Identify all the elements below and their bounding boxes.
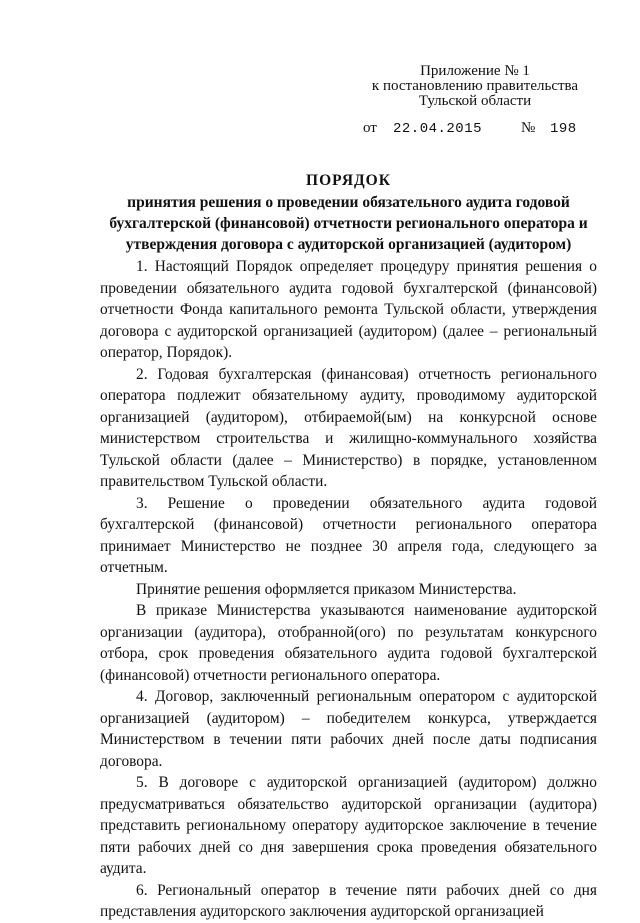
paragraph: 4. Договор, заключенный региональным оператором с аудиторской организацией (аудитором) – победителем конкурса, утверждается Министерством в течении пяти рабочих дней после даты подписания договора. <box>100 688 597 770</box>
paragraph: 5. В договоре с аудиторской организацией (аудитором) должно предусматриваться обязательство аудиторской организации (аудитора) представить региональному оператору аудиторское заключение в течение пяти рабочих дней со дня завершения срока проведения обязательного аудита. <box>100 774 597 877</box>
paragraph: 6. Региональный оператор в течение пяти рабочих дней со дня представления аудиторского заключения аудиторской организацией <box>100 881 597 920</box>
annex-header <box>360 64 590 109</box>
paragraph: 2. Годовая бухгалтерская (финансовая) отчетность регионального оператора подлежит обязательному аудиту, проводимому аудиторской организацией (аудитором), отбираемой(ым) на конкурсной основе министерством строительства и жилищно-коммунального хозяйства Тульской области (далее – Министерство) в порядке, установленном правительством Тульской области. <box>100 365 597 490</box>
document-body <box>100 256 597 923</box>
document-number: 198 <box>550 121 577 137</box>
paragraph: 1. Настоящий Порядок определяет процедуру принятия решения о проведении обязательного аудита годовой бухгалтерской (финансовой) отчетности Фонда капитального ремонта Тульской области, утверждения договора с аудиторской организацией (аудитором) (далее – региональный оператор, Порядок). <box>100 258 597 361</box>
paragraph: Принятие решения оформляется приказом Министерства. <box>136 580 517 598</box>
date-label: от <box>363 120 377 136</box>
title-main: ПОРЯДОК <box>306 172 391 189</box>
annex-number: Приложение № 1 <box>420 63 530 79</box>
document-date: 22.04.2015 <box>393 121 483 137</box>
document-title <box>100 170 597 255</box>
annex-reference: к постановлению правительства <box>371 78 579 94</box>
number-label: № <box>521 120 536 136</box>
title-subtitle: принятия решения о проведении обязательного аудита годовой бухгалтерской (финансовой) отчетности регионального оператора и утверждения договора с аудиторской организацией (аудитором) <box>109 194 588 253</box>
paragraph: 3. Решение о проведении обязательного аудита годовой бухгалтерской (финансовой) отчетности регионального оператора принимает Министерство не позднее 30 апреля года, следующего за отчетным. <box>100 494 597 576</box>
date-number-line <box>0 120 640 140</box>
annex-region: Тульской области <box>418 93 532 109</box>
paragraph: В приказе Министерства указываются наименование аудиторской организации (аудитора), отобранной(ого) по результатам конкурсного отбора, срок проведения обязательного аудита годовой бухгалтерской (финансовой) отчетности регионального оператора. <box>100 602 597 684</box>
